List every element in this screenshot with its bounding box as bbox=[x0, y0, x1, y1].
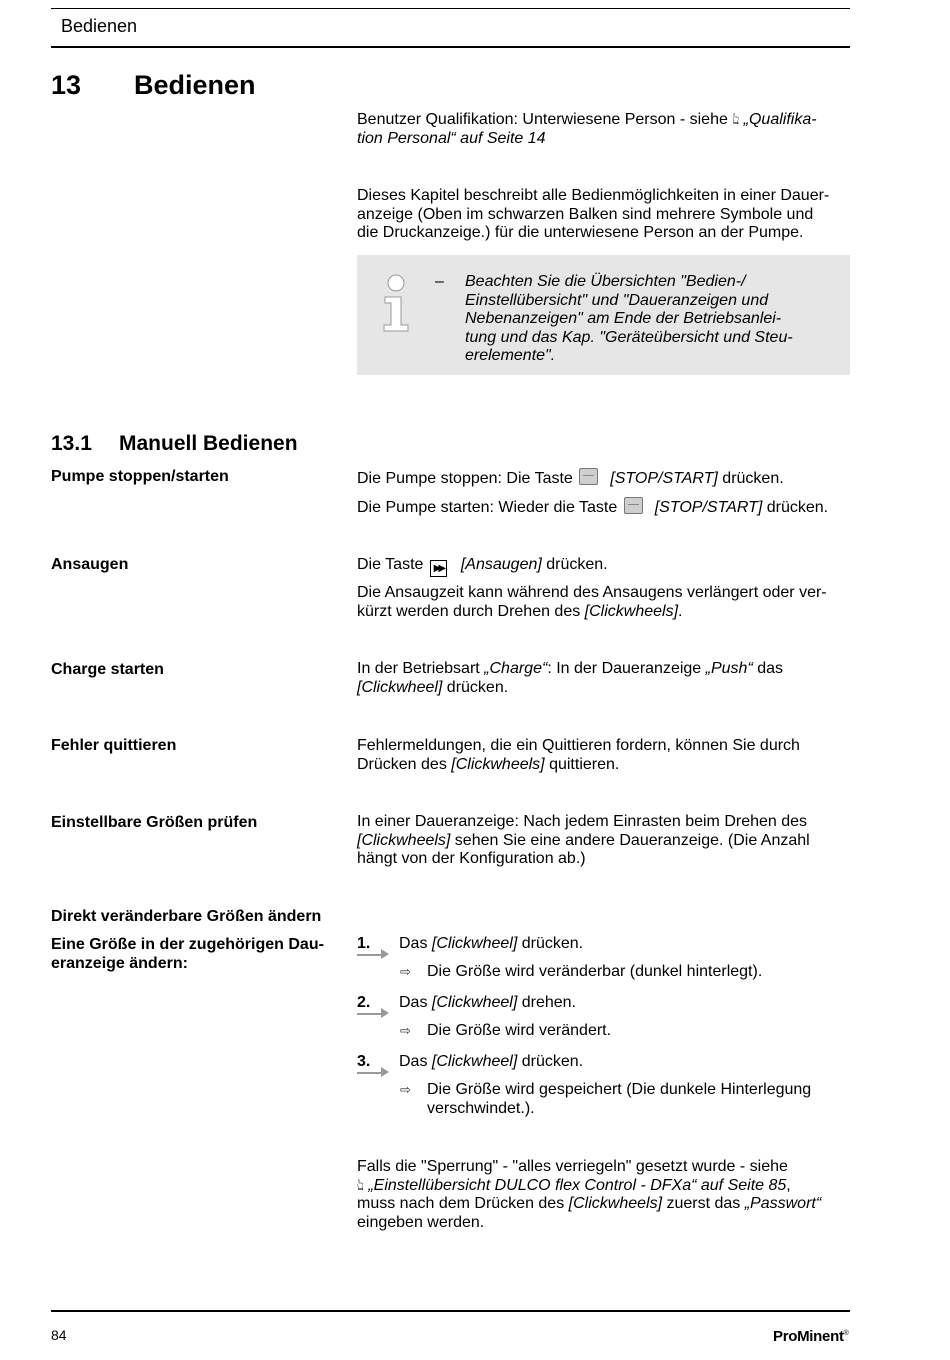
lock-text: Falls die "Sperrung" - "alles verriegeln" gesetzt wurde - siehe 👆︎ „Einstellübersicht DULCO flex Control - DFXa“ auf Seite 85, muss nach dem Drücken des [Clickwheels] zuerst das „Passwort“ eingeben werden. bbox=[357, 1158, 822, 1231]
note-text: Beachten Sie die Übersichten "Bedien-/ Einstellübersicht" und "Daueranzeigen und Nebenanzeigen" am Ende der Betriebsanlei- tung und das Kap. "Geräteübersicht und Steu- erelemente". bbox=[465, 273, 793, 364]
header-top-rule bbox=[51, 8, 850, 9]
step-number: 3. bbox=[357, 1053, 391, 1071]
prominent-logo: ProMinent® bbox=[773, 1328, 849, 1345]
direct-label: Direkt veränderbare Größen ändern bbox=[51, 908, 322, 925]
chapter-number: 13 bbox=[51, 70, 82, 100]
error-label: Fehler quittieren bbox=[51, 737, 177, 754]
stop-start-key-icon bbox=[579, 468, 598, 485]
step-arrow-icon bbox=[381, 949, 389, 959]
check-text: In einer Daueranzeige: Nach jedem Einrasten beim Drehen des [Clickwheels] sehen Sie eine andere Daueranzeige. (Die Anzahl hängt von der Konfiguration ab.) bbox=[357, 813, 810, 867]
check-label: Einstellbare Größen prüfen bbox=[51, 814, 258, 831]
prime-description: Die Ansaugzeit kann während des Ansaugens verlängert oder ver- kürzt werden durch Drehen des [Clickwheels]. bbox=[357, 584, 827, 620]
batch-text: In der Betriebsart „Charge“: In der Daueranzeige „Push“ das [Clickwheel] drücken. bbox=[357, 660, 784, 696]
error-text: Fehlermeldungen, die ein Quittieren fordern, können Sie durch Drücken des [Clickwheels] quittieren. bbox=[357, 737, 800, 773]
note-dash: – bbox=[435, 273, 444, 290]
pump-stop-text: Die Pumpe stoppen: Die Taste [STOP/START] drücken. bbox=[357, 470, 784, 487]
section-title: Manuell Bedienen bbox=[119, 432, 298, 455]
chapter-description: Dieses Kapitel beschreibt alle Bedienmöglichkeiten in einer Dauer- anzeige (Oben im schwarzen Balken sind mehrere Symbole und die Druckanzeige.) für die unterwiesene Person an der Pumpe. bbox=[357, 187, 830, 241]
link-arrow-icon: 👆︎ bbox=[732, 111, 740, 128]
qualification-text: Benutzer Qualifikation: Unterwiesene Person - siehe 👆︎ „Qualifika- tion Personal“ auf Seite 14 bbox=[357, 111, 817, 147]
result-arrow-icon: ⇨ bbox=[400, 1023, 411, 1038]
step-arrow-icon bbox=[381, 1067, 389, 1077]
batch-label: Charge starten bbox=[51, 661, 164, 678]
fast-forward-key-icon: ▶▶ bbox=[430, 560, 447, 577]
result-arrow-icon: ⇨ bbox=[400, 1082, 411, 1097]
step-arrow-icon bbox=[381, 1008, 389, 1018]
step-text: Das [Clickwheel] drücken. bbox=[399, 1053, 584, 1070]
page-number: 84 bbox=[51, 1327, 67, 1343]
header-bottom-rule bbox=[51, 46, 850, 48]
pump-start-text: Die Pumpe starten: Wieder die Taste [STOP/START] drücken. bbox=[357, 499, 829, 516]
pump-label: Pumpe stoppen/starten bbox=[51, 468, 229, 485]
info-icon bbox=[379, 273, 413, 333]
info-note-box bbox=[357, 255, 850, 375]
prime-label: Ansaugen bbox=[51, 556, 129, 573]
step-number: 2. bbox=[357, 994, 391, 1012]
prime-key-text: Die Taste ▶▶ [Ansaugen] drücken. bbox=[357, 556, 850, 577]
step-number: 1. bbox=[357, 935, 391, 953]
qualification-link[interactable]: „Qualifika- tion Personal“ auf Seite 14 bbox=[357, 111, 817, 147]
section-number: 13.1 bbox=[51, 432, 92, 455]
stop-start-key-icon bbox=[624, 497, 643, 514]
direct-sublabel: Eine Größe in der zugehörigen Dau- eranzeige ändern: bbox=[51, 936, 324, 972]
step-text: Das [Clickwheel] drücken. bbox=[399, 935, 584, 952]
chapter-title: Bedienen bbox=[134, 70, 256, 100]
result-arrow-icon: ⇨ bbox=[400, 964, 411, 979]
footer-rule bbox=[51, 1310, 850, 1312]
settings-overview-link[interactable]: „Einstellübersicht DULCO flex Control - DFXa“ auf Seite 85 bbox=[368, 1176, 787, 1194]
link-arrow-icon: 👆︎ bbox=[357, 1176, 364, 1194]
running-header: Bedienen bbox=[61, 16, 138, 36]
step-text: Das [Clickwheel] drehen. bbox=[399, 994, 576, 1011]
